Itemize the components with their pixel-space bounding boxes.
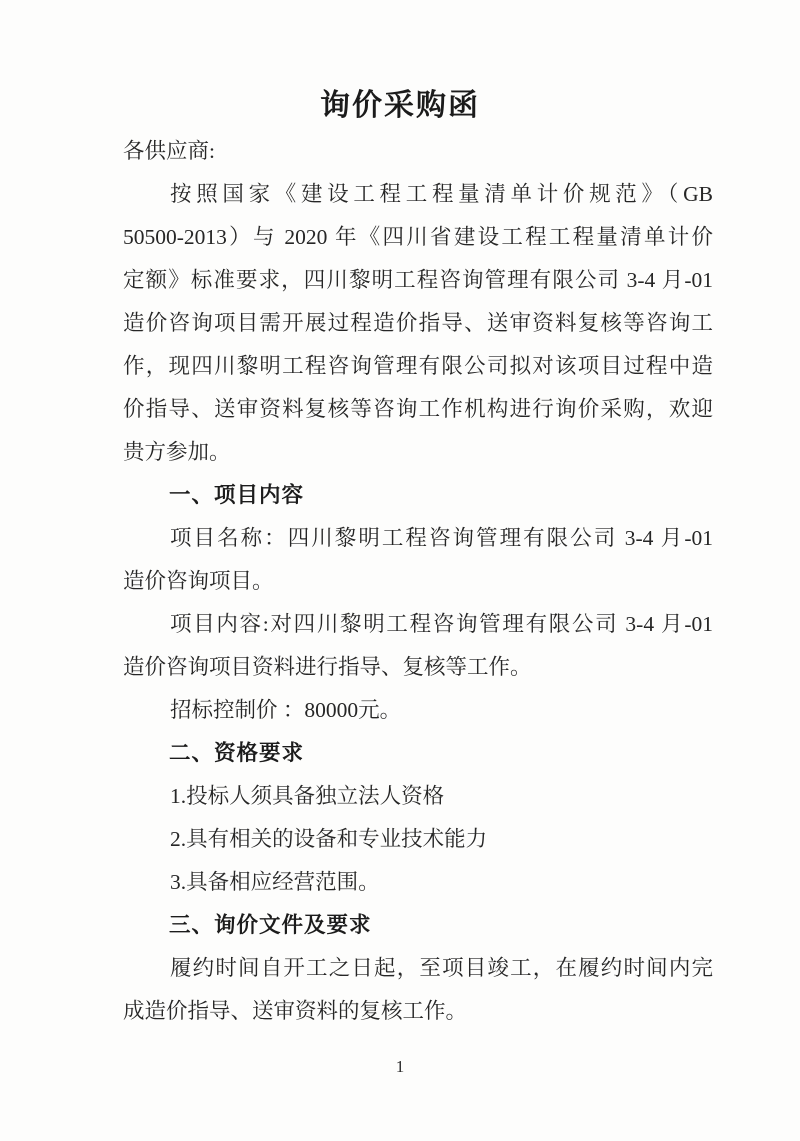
page-number: 1 bbox=[395, 1057, 405, 1076]
paragraph-line: 项目名称：四川黎明工程咨询管理有限公司 3-4 月-01 bbox=[170, 526, 713, 550]
salutation: 各供应商: bbox=[123, 139, 215, 163]
paragraph-line: 造价咨询项目需开展过程造价指导、送审资料复核等咨询工 bbox=[123, 311, 713, 335]
paragraph-line: 造价咨询项目。 bbox=[123, 569, 274, 593]
paragraph-line: 50500-2013）与 2020 年《四川省建设工程工程量清单计价 bbox=[123, 225, 713, 249]
paragraph-line: 项目内容:对四川黎明工程咨询管理有限公司 3-4 月-01 bbox=[170, 612, 713, 636]
section-heading-qualification: 二、资格要求 bbox=[169, 741, 305, 765]
paragraph-line: 按照国家《建设工程工程量清单计价规范》（GB bbox=[170, 182, 713, 206]
bid-control-price-line: 招标控制价 ：80000元。 bbox=[170, 698, 402, 722]
section-heading-inquiry-requirements: 三、询价文件及要求 bbox=[169, 913, 372, 937]
paragraph-line: 价指导、送审资料复核等咨询工作机构进行询价采购，欢迎 bbox=[123, 397, 713, 421]
paragraph-line: 定额》标准要求，四川黎明工程咨询管理有限公司 3-4 月-01 bbox=[123, 268, 713, 292]
paragraph-line: 作，现四川黎明工程咨询管理有限公司拟对该项目过程中造 bbox=[123, 354, 713, 378]
paragraph-line: 造价咨询项目资料进行指导、复核等工作。 bbox=[123, 655, 532, 679]
list-item-1: 1.投标人须具备独立法人资格 bbox=[170, 784, 445, 808]
list-item-2: 2.具有相关的设备和专业技术能力 bbox=[170, 827, 488, 851]
document-body bbox=[123, 130, 713, 1033]
document-title: 询价采购函 bbox=[320, 89, 480, 122]
paragraph-line: 贵方参加。 bbox=[123, 440, 231, 464]
list-item-3: 3.具备相应经营范围。 bbox=[170, 870, 380, 894]
section-heading-project-content: 一、项目内容 bbox=[169, 483, 305, 507]
paragraph-line: 成造价指导、送审资料的复核工作。 bbox=[123, 999, 468, 1023]
paragraph-line: 履约时间自开工之日起，至项目竣工，在履约时间内完 bbox=[170, 956, 713, 980]
